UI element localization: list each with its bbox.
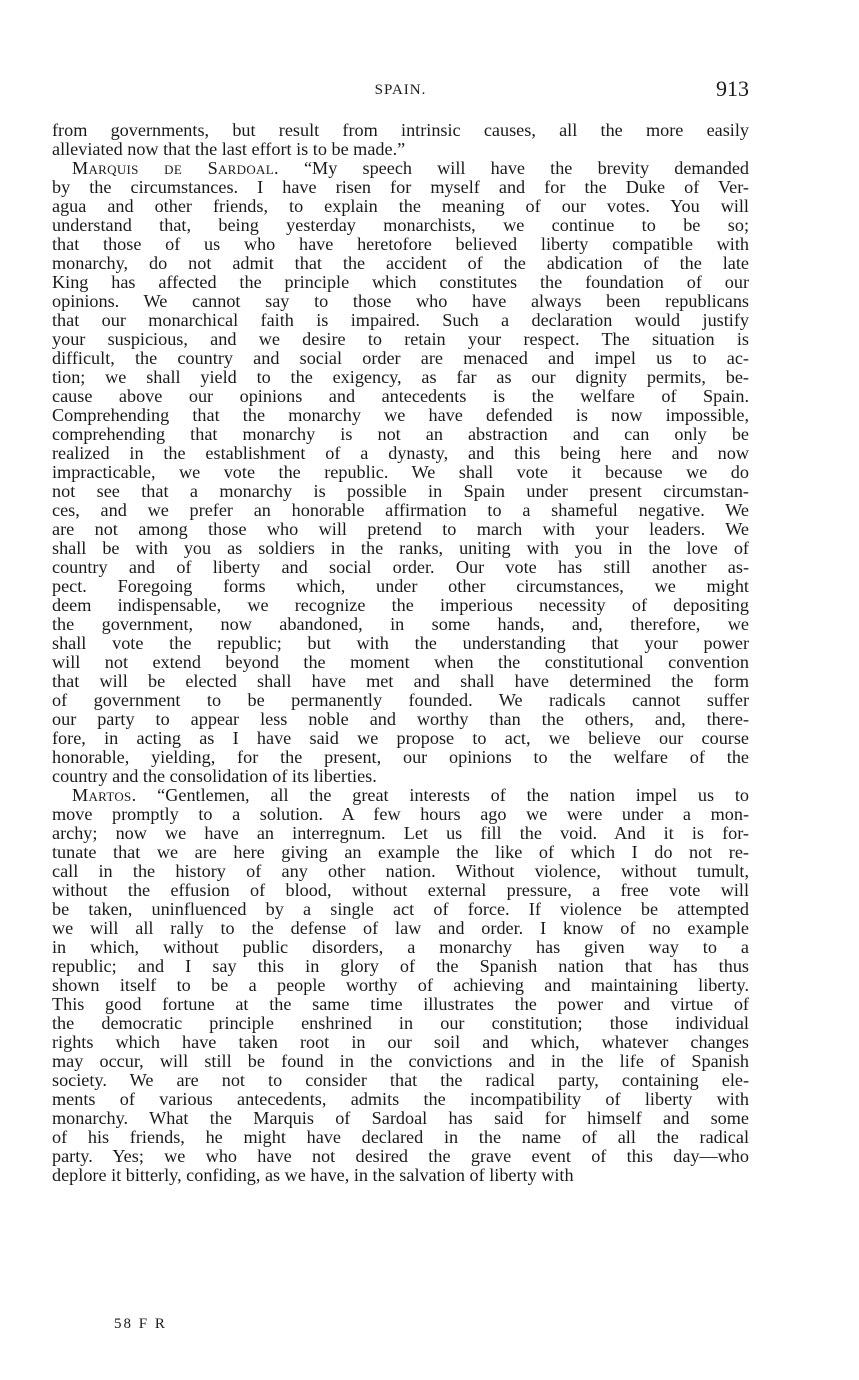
text-line bbox=[52, 216, 749, 235]
text-line bbox=[52, 197, 749, 216]
text-line bbox=[52, 596, 749, 615]
text-line bbox=[52, 824, 749, 843]
text-line bbox=[52, 938, 749, 957]
line-text: shall be with you as soldiers in the ranks, uniting with you in the love of bbox=[52, 539, 749, 558]
text-line bbox=[52, 387, 749, 406]
line-text: that those of us who have heretofore believed liberty compatible with bbox=[52, 235, 749, 254]
line-text: ments of various antecedents, admits the incompatibility of liberty with bbox=[52, 1090, 749, 1109]
text-line bbox=[52, 615, 749, 634]
line-text: tunate that we are here giving an example the like of which I do not re- bbox=[52, 843, 749, 862]
text-line bbox=[52, 805, 749, 824]
running-title: SPAIN. bbox=[374, 82, 427, 98]
line-text: “My speech will have the brevity demanded bbox=[278, 159, 749, 178]
text-line bbox=[52, 330, 749, 349]
line-text: monarchy. What the Marquis of Sardoal has said for himself and some bbox=[52, 1109, 749, 1128]
line-text: rights which have taken root in our soil and which, whatever changes bbox=[52, 1033, 749, 1052]
text-line bbox=[52, 368, 749, 387]
line-text: we will all rally to the defense of law and order. I know of no example bbox=[52, 919, 749, 938]
text-line bbox=[52, 1166, 749, 1185]
text-line bbox=[52, 254, 749, 273]
line-text: your suspicious, and we desire to retain your respect. The situation is bbox=[52, 330, 749, 349]
text-line bbox=[52, 786, 749, 805]
text-line bbox=[52, 957, 749, 976]
line-text: monarchy, do not admit that the accident of the abdication of the late bbox=[52, 254, 749, 273]
line-text: that our monarchical faith is impaired. Such a declaration would justify bbox=[52, 311, 749, 330]
line-text: “Gentlemen, all the great interests of the nation impel us to bbox=[136, 786, 749, 805]
line-text: that will be elected shall have met and shall have determined the form bbox=[52, 672, 749, 691]
line-text: society. We are not to consider that the radical party, containing ele- bbox=[52, 1071, 749, 1090]
text-line bbox=[52, 976, 749, 995]
text-line bbox=[52, 1014, 749, 1033]
line-text: King has affected the principle which constitutes the foundation of our bbox=[52, 273, 749, 292]
line-text: our party to appear less noble and worthy than the others, and, there- bbox=[52, 710, 749, 729]
text-line bbox=[52, 273, 749, 292]
signature-mark: 58 F R bbox=[114, 1316, 167, 1332]
line-text: tion; we shall yield to the exigency, as far as our dignity permits, be- bbox=[52, 368, 749, 387]
line-text: This good fortune at the same time illustrates the power and virtue of bbox=[52, 995, 749, 1014]
line-text: not see that a monarchy is possible in Spain under present circumstan- bbox=[52, 482, 749, 501]
line-text: may occur, will still be found in the convictions and in the life of Spanish bbox=[52, 1052, 749, 1071]
line-text: by the circumstances. I have risen for myself and for the Duke of Ver- bbox=[52, 178, 749, 197]
text-line bbox=[52, 767, 749, 786]
text-line bbox=[52, 995, 749, 1014]
text-line bbox=[52, 482, 749, 501]
paragraph bbox=[52, 121, 749, 159]
line-text: agua and other friends, to explain the meaning of our votes. You will bbox=[52, 197, 749, 216]
text-line bbox=[52, 1109, 749, 1128]
text-line bbox=[52, 919, 749, 938]
line-text: understand that, being yesterday monarchists, we continue to be so; bbox=[52, 216, 749, 235]
line-text: of his friends, he might have declared in the name of all the radical bbox=[52, 1128, 749, 1147]
line-text: the democratic principle enshrined in our constitution; those individual bbox=[52, 1014, 749, 1033]
paragraph bbox=[52, 786, 749, 1185]
line-text: fore, in acting as I have said we propose to act, we believe our course bbox=[52, 729, 749, 748]
text-line bbox=[52, 406, 749, 425]
line-text: shown itself to be a people worthy of achieving and maintaining liberty. bbox=[52, 976, 749, 995]
text-line bbox=[52, 444, 749, 463]
text-line bbox=[52, 1071, 749, 1090]
text-line bbox=[52, 900, 749, 919]
text-line bbox=[52, 729, 749, 748]
text-line bbox=[52, 843, 749, 862]
page-number: 913 bbox=[716, 76, 749, 101]
text-line bbox=[52, 1128, 749, 1147]
body-text bbox=[52, 121, 749, 1185]
text-line bbox=[52, 558, 749, 577]
line-text: country and the consolidation of its liberties. bbox=[52, 767, 377, 786]
line-text: deem indispensable, we recognize the imperious necessity of depositing bbox=[52, 596, 749, 615]
line-text: shall vote the republic; but with the understanding that your power bbox=[52, 634, 749, 653]
text-line bbox=[52, 1033, 749, 1052]
line-text: from governments, but result from intrinsic causes, all the more easily bbox=[52, 121, 749, 140]
text-line bbox=[52, 235, 749, 254]
speaker-name: Martos. bbox=[72, 786, 137, 805]
text-line bbox=[52, 140, 749, 159]
line-text: archy; now we have an interregnum. Let us fill the void. And it is for- bbox=[52, 824, 749, 843]
text-line bbox=[52, 501, 749, 520]
text-line bbox=[52, 748, 749, 767]
speaker-name: Marquis de Sardoal. bbox=[72, 159, 279, 178]
line-text: call in the history of any other nation. Without violence, without tumult, bbox=[52, 862, 749, 881]
line-text: without the effusion of blood, without external pressure, a free vote will bbox=[52, 881, 749, 900]
line-text: be taken, uninfluenced by a single act of force. If violence be attempted bbox=[52, 900, 749, 919]
line-text: of government to be permanently founded. We radicals cannot suffer bbox=[52, 691, 749, 710]
text-line bbox=[52, 539, 749, 558]
running-head bbox=[52, 78, 749, 104]
text-line bbox=[52, 178, 749, 197]
line-text: impracticable, we vote the republic. We shall vote it because we do bbox=[52, 463, 749, 482]
text-line bbox=[52, 311, 749, 330]
line-text: opinions. We cannot say to those who have always been republicans bbox=[52, 292, 749, 311]
text-line bbox=[52, 653, 749, 672]
line-text: pect. Foregoing forms which, under other circumstances, we might bbox=[52, 577, 749, 596]
line-text: deplore it bitterly, confiding, as we have, in the salvation of liberty with bbox=[52, 1166, 574, 1185]
line-text: are not among those who will pretend to march with your leaders. We bbox=[52, 520, 749, 539]
paragraph bbox=[52, 159, 749, 786]
line-text: the government, now abandoned, in some hands, and, therefore, we bbox=[52, 615, 749, 634]
line-text: party. Yes; we who have not desired the grave event of this day—who bbox=[52, 1147, 749, 1166]
text-line bbox=[52, 292, 749, 311]
text-line bbox=[52, 520, 749, 539]
text-line bbox=[52, 1147, 749, 1166]
text-line bbox=[52, 463, 749, 482]
text-line bbox=[52, 425, 749, 444]
line-text: republic; and I say this in glory of the Spanish nation that has thus bbox=[52, 957, 749, 976]
text-line bbox=[52, 121, 749, 140]
text-line bbox=[52, 577, 749, 596]
line-text: difficult, the country and social order are menaced and impel us to ac- bbox=[52, 349, 749, 368]
line-text: honorable, yielding, for the present, our opinions to the welfare of the bbox=[52, 748, 749, 767]
line-text: alleviated now that the last effort is to be made.” bbox=[52, 140, 406, 159]
line-text: will not extend beyond the moment when the constitutional convention bbox=[52, 653, 749, 672]
text-line bbox=[52, 349, 749, 368]
text-line bbox=[52, 881, 749, 900]
line-text: realized in the establishment of a dynasty, and this being here and now bbox=[52, 444, 749, 463]
text-line bbox=[52, 710, 749, 729]
line-text: move promptly to a solution. A few hours ago we were under a mon- bbox=[52, 805, 749, 824]
text-line bbox=[52, 1052, 749, 1071]
text-line bbox=[52, 862, 749, 881]
text-line bbox=[52, 634, 749, 653]
line-text: in which, without public disorders, a monarchy has given way to a bbox=[52, 938, 749, 957]
line-text: country and of liberty and social order. Our vote has still another as- bbox=[52, 558, 749, 577]
line-text: Comprehending that the monarchy we have defended is now impossible, bbox=[52, 406, 749, 425]
line-text: comprehending that monarchy is not an abstraction and can only be bbox=[52, 425, 749, 444]
text-line bbox=[52, 159, 749, 178]
line-text: ces, and we prefer an honorable affirmation to a shameful negative. We bbox=[52, 501, 749, 520]
text-line bbox=[52, 1090, 749, 1109]
text-line bbox=[52, 672, 749, 691]
line-text: cause above our opinions and antecedents is the welfare of Spain. bbox=[52, 387, 749, 406]
text-line bbox=[52, 691, 749, 710]
